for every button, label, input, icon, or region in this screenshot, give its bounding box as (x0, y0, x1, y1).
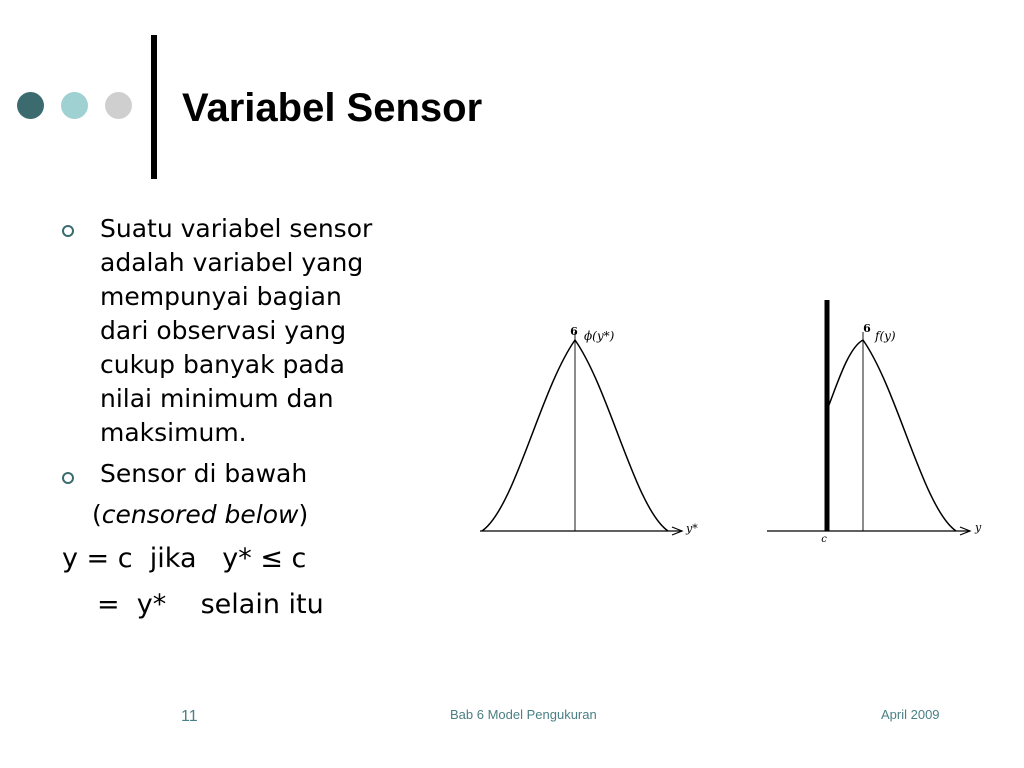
right-density-curve (827, 340, 956, 531)
right-peak-label: 6 (863, 322, 871, 335)
bullet-1-line: nilai minimum dan (100, 384, 334, 413)
dark-teal-dot (17, 92, 44, 119)
distribution-figure (470, 290, 990, 550)
bullet-1-line: adalah variabel yang (100, 248, 364, 277)
gray-dot (105, 92, 132, 119)
bullet-icon (62, 472, 74, 484)
equation-line-2: = y* selain itu (97, 589, 324, 620)
left-function-label: ϕ(y*) (584, 329, 615, 343)
footer-date: April 2009 (881, 707, 940, 722)
equation-line-1: y = c jika y* ≤ c (62, 543, 307, 574)
bullet-1-text (100, 212, 372, 450)
decorative-dots (16, 92, 136, 122)
bullet-icon (62, 225, 74, 237)
title-divider (151, 35, 157, 179)
censored-below-term: censored below (101, 500, 299, 529)
bullet-1-line: dari observasi yang (100, 316, 347, 345)
light-teal-dot (61, 92, 88, 119)
bullet-1-line: cukup banyak pada (100, 350, 345, 379)
left-peak-label: 6 (570, 325, 578, 338)
bullet-1-line: Suatu variabel sensor (100, 214, 373, 243)
slide-title: Variabel Sensor (182, 86, 483, 130)
left-axis-label: y* (686, 522, 698, 535)
bullet-2-subtext (92, 498, 308, 532)
page-number: 11 (181, 708, 198, 725)
bullet-1-line: maksimum. (100, 418, 247, 447)
footer-title: Bab 6 Model Pengukuran (450, 707, 597, 722)
right-function-label: f(y) (875, 329, 896, 343)
bullet-1-line: mempunyai bagian (100, 282, 342, 311)
paren-open: ( (92, 500, 102, 529)
bullet-2-text: Sensor di bawah (100, 459, 308, 488)
censor-point-label: c (821, 534, 827, 545)
right-axis-label: y (975, 521, 982, 534)
paren-close: ) (298, 500, 309, 529)
